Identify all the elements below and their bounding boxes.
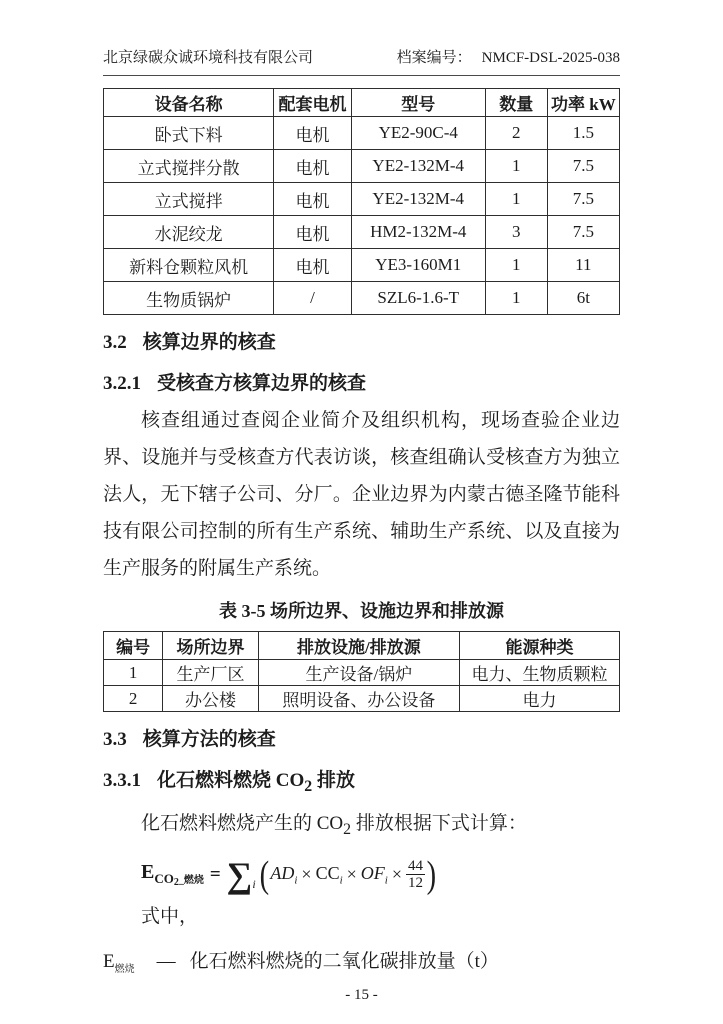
cell: HM2-132M-4	[351, 216, 485, 249]
section-number: 3.3.1	[103, 770, 141, 791]
table-row	[104, 216, 620, 249]
col-header: 型号	[351, 89, 485, 117]
cell: 1	[485, 249, 547, 282]
cell: 电力、生物质颗粒	[460, 660, 620, 686]
cell: 7.5	[547, 183, 619, 216]
section-heading-3-3-1	[103, 768, 620, 800]
formula-body	[270, 858, 425, 891]
cell: 卧式下料	[104, 117, 274, 150]
multiply-sign: ×	[346, 864, 357, 885]
table-row	[104, 183, 620, 216]
summation-symbol: ∑	[226, 854, 253, 895]
symbol-E-combustion: $E_{燃烧}$	[103, 950, 135, 975]
close-parenthesis: )	[426, 853, 437, 896]
cell: SZL6-1.6-T	[351, 282, 485, 315]
table-row	[104, 117, 620, 150]
cell: YE2-132M-4	[351, 150, 485, 183]
col-header: 场所边界	[163, 632, 258, 660]
col-header: 数量	[485, 89, 547, 117]
subscript-2: 2	[343, 820, 352, 838]
symbol-definition	[103, 943, 620, 988]
cell: YE2-90C-4	[351, 117, 485, 150]
definition-text: 化石燃料燃烧的二氧化碳排放量（t）	[189, 950, 499, 972]
formula-intro: 化石燃料燃烧产生的 $CO_2$ 排放根据下式计算：	[141, 812, 527, 838]
cell: 立式搅拌	[104, 183, 274, 216]
term-AD: $AD_i$	[270, 862, 298, 887]
cell: 生物质锅炉	[104, 282, 274, 315]
boundary-table	[103, 631, 620, 712]
cell: 1	[485, 183, 547, 216]
col-header: 编号	[104, 632, 163, 660]
table-header-row	[104, 89, 620, 117]
cell: 11	[547, 249, 619, 282]
section-number: 3.2.1	[103, 373, 141, 394]
cell: 2	[485, 117, 547, 150]
section-title: 核算方法的核查	[142, 729, 276, 750]
table-row	[104, 660, 620, 686]
table-row	[104, 686, 620, 712]
cell: 照明设备、办公设备	[258, 686, 459, 712]
term-CC: $CC_i$	[315, 862, 343, 887]
open-parenthesis: (	[259, 853, 269, 896]
table-3-5-caption: 表 3-5 场所边界、设施边界和排放源	[219, 601, 504, 621]
company-name: 北京绿碳众诚环境科技有限公司	[103, 50, 314, 66]
section-heading-3-2	[103, 330, 620, 356]
table-row	[104, 282, 620, 315]
boundary-paragraph: 核查组通过查阅企业简介及组织机构，现场查验企业边界、设施并与受核查方代表访谈，核查组确认受核查方为独立法人，无下辖子公司、分厂。企业边界为内蒙古德圣隆节能科技有限公司控制的所有生产系统、辅助生产系统、以及直接为生产服务的附属生产系统。	[103, 410, 620, 579]
col-header: 设备名称	[104, 89, 274, 117]
cell: 1	[485, 150, 547, 183]
section-number: 3.2	[103, 332, 127, 353]
cell: YE2-132M-4	[351, 183, 485, 216]
fraction-44-12	[406, 858, 425, 891]
archive-label: 档案编号：	[396, 50, 472, 66]
co2-combustion-formula	[141, 853, 620, 896]
section-title: 受核查方核算边界的核查	[157, 373, 367, 394]
page-number: - 15 -	[345, 987, 378, 1004]
multiply-sign: ×	[301, 864, 312, 885]
cell: 7.5	[547, 216, 619, 249]
section-title: 核算边界的核查	[142, 332, 276, 353]
cell: YE3-160M1	[351, 249, 485, 282]
multiply-sign: ×	[391, 864, 403, 885]
table-header-row	[104, 632, 620, 660]
col-header: 功率 kW	[547, 89, 619, 117]
cell: 办公楼	[163, 686, 258, 712]
subscript-2: 2	[304, 777, 313, 795]
where-label: 式中，	[141, 905, 199, 927]
cell: 1	[485, 282, 547, 315]
cell: 1.5	[547, 117, 619, 150]
cell: 电机	[274, 183, 351, 216]
cell: 1	[104, 660, 163, 686]
term-OF: $OF_i$	[360, 862, 388, 887]
cell: 生产厂区	[163, 660, 258, 686]
cell: 水泥绞龙	[104, 216, 274, 249]
table-row	[104, 150, 620, 183]
section-title: 化石燃料燃烧 $CO_2$ 排放	[157, 770, 355, 795]
cell: 电力	[460, 686, 620, 712]
cell: 生产设备/锅炉	[258, 660, 459, 686]
archive-number: NMCF-DSL-2025-038	[481, 50, 620, 66]
archive-number-group	[397, 48, 620, 68]
table-row	[104, 249, 620, 282]
cell: 立式搅拌分散	[104, 150, 274, 183]
section-heading-3-2-1	[103, 371, 620, 397]
equipment-table	[103, 88, 620, 315]
equals-sign: =	[209, 863, 221, 885]
cell: 电机	[274, 249, 351, 282]
fraction-numerator: 44	[408, 858, 424, 875]
cell: 6t	[547, 282, 619, 315]
cell: 电机	[274, 117, 351, 150]
cell: 7.5	[547, 150, 619, 183]
fraction-denominator: 12	[408, 875, 424, 892]
cell: /	[274, 282, 351, 315]
col-header: 排放设施/排放源	[258, 632, 459, 660]
section-heading-3-3	[103, 727, 620, 753]
cell: 新料仓颗粒风机	[104, 249, 274, 282]
cell: 电机	[274, 216, 351, 249]
document-header	[103, 48, 620, 76]
cell: 电机	[274, 150, 351, 183]
section-number: 3.3	[103, 729, 127, 750]
formula-lhs: $E_{CO2\_燃烧}$	[141, 861, 204, 889]
col-header: 能源种类	[460, 632, 620, 660]
cell: 2	[104, 686, 163, 712]
summation-index: i	[252, 876, 256, 891]
cell: 3	[485, 216, 547, 249]
definition-dash: —	[156, 950, 178, 972]
col-header: 配套电机	[274, 89, 351, 117]
